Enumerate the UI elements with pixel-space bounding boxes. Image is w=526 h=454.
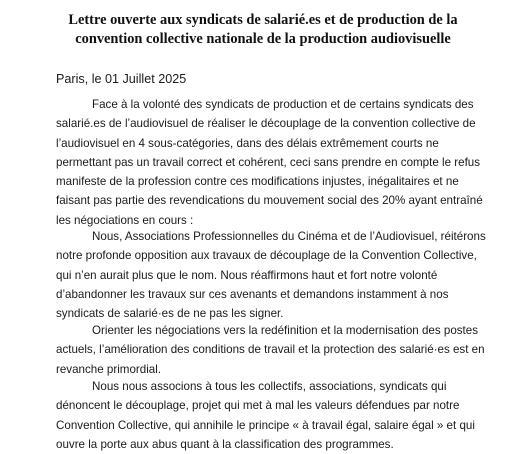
paragraph-line: ouvre la porte aux abus quant à la classification des programmes. — [56, 437, 394, 451]
paragraph-line: dénoncent le découplage, projet qui met à mal les valeurs défendues par notre — [56, 399, 460, 413]
paragraph-line: Nous, Associations Professionnelles du Cinéma et de l’Audiovisuel, réitérons — [92, 230, 486, 243]
paragraph-2 — [56, 227, 486, 323]
paragraph-line: l’audiovisuel en 4 sous-catégories, dans des délais extrêmement courts ne — [56, 136, 439, 150]
paragraph-line: permettant pas un travail correct et cohérent, ceci sans prendre en compte le refus — [56, 155, 481, 169]
paragraph-line: Orienter les négociations vers la redéfinition et la modernisation des postes — [92, 324, 479, 337]
paragraph-line: Convention Collective, qui annihile le principe « à travail égal, salaire égal » et qui — [56, 418, 475, 432]
letter-title — [40, 11, 486, 49]
paragraph-line: manifeste de la profession contre ces modifications injustes, inégalitaires et ne — [56, 175, 459, 189]
paragraph-line: syndicats de salarié·es de ne pas les signer. — [56, 307, 284, 321]
letter-title-line-1: Lettre ouverte aux syndicats de salarié.es et de production de la — [68, 12, 458, 28]
paragraph-4 — [56, 377, 480, 454]
paragraph-line: d’abandonner les travaux sur ces avenants et demandons instamment à nos — [56, 287, 449, 301]
paragraph-line: actuels, l’amélioration des conditions de travail et la protection des salarié·es est en — [56, 343, 485, 357]
paragraph-line: faisant pas partie des revendications du mouvement social des 20% ayant entraîné — [56, 194, 483, 208]
paragraph-line: les négociations en cours : — [56, 213, 194, 227]
paragraph-line: notre profonde opposition aux travaux de découplage de la Convention Collective, — [56, 249, 477, 263]
paragraph-line: Face à la volonté des syndicats de production et de certains syndicats des — [92, 98, 474, 111]
letter-title-line-2: convention collective nationale de la production audiovisuelle — [75, 31, 451, 47]
paragraph-line: qui n’en aurait plus que le nom. Nous réaffirmons haut et fort notre volonté — [56, 268, 438, 282]
letter-date: Paris, le 01 Juillet 2025 — [56, 72, 187, 86]
paragraph-line: revanche primordial. — [56, 362, 162, 376]
paragraph-line: salarié.es de l’audiovisuel de réaliser le découplage de la convention collective de — [56, 117, 476, 131]
paragraph-1 — [56, 95, 483, 230]
paragraph-3 — [56, 321, 485, 379]
paragraph-line: Nous nous associons à tous les collectifs, associations, syndicats qui — [92, 380, 447, 393]
